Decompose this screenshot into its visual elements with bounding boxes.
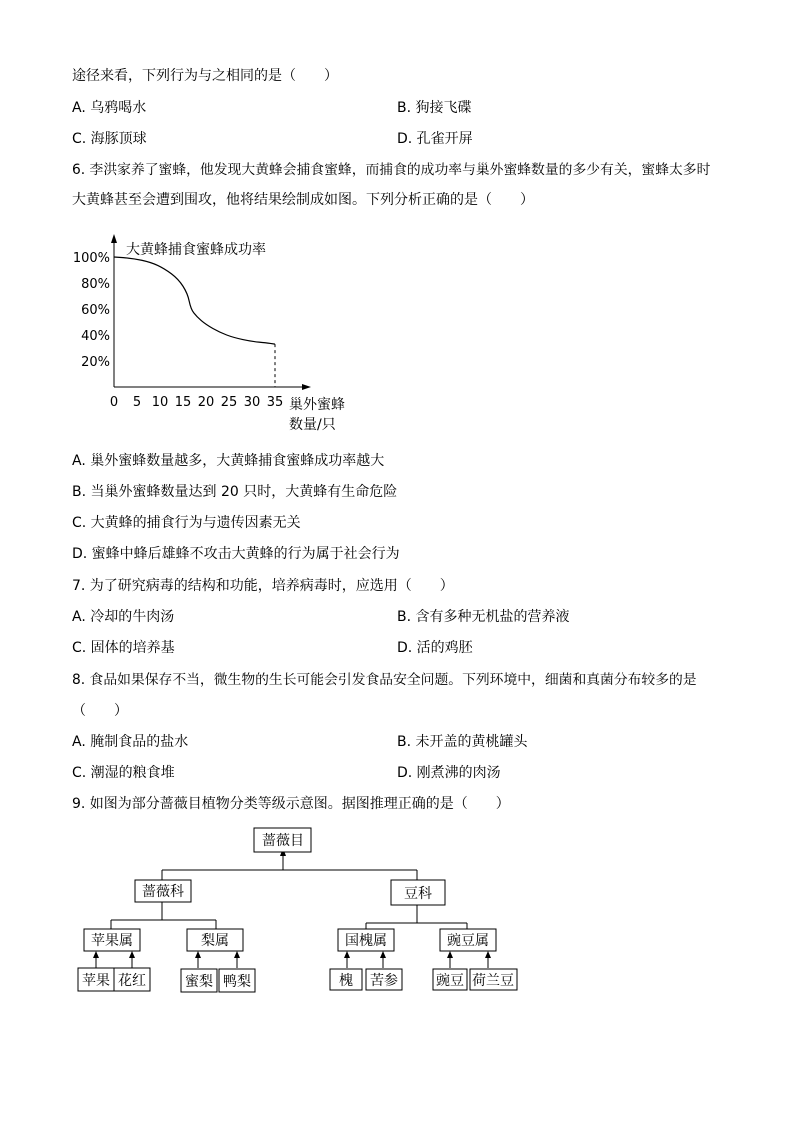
tree-species-snow-pea: 荷兰豆 [472, 973, 514, 989]
q6-stem-line1: 6. 李洪家养了蜜蜂，他发现大黄蜂会捕食蜜蜂，而捕食的成功率与巢外蜜蜂数量的多少有关，蜜蜂太多时 [72, 162, 711, 178]
q6-option-d: D. 蜜蜂中蜂后雄蜂不攻击大黄蜂的行为属于社会行为 [72, 546, 400, 562]
tree-species-yali: 鸭梨 [223, 974, 251, 990]
tree-genus-pisum: 豌豆属 [447, 933, 489, 949]
x-axis-label-line2: 数量/只 [289, 417, 336, 433]
x-tick-label: 35 [266, 395, 284, 410]
q5-option-b: B. 狗接飞碟 [397, 100, 472, 116]
y-tick-label: 40% [81, 329, 110, 344]
tree-genus-sophora: 国槐属 [345, 933, 387, 949]
q5-stem-tail: 途径来看，下列行为与之相同的是（ ） [72, 68, 338, 84]
q5-option-c: C. 海豚顶球 [72, 131, 147, 147]
q9-stem: 9. 如图为部分蔷薇目植物分类等级示意图。据图推理正确的是（ ） [72, 796, 510, 812]
tree-genus-pyrus: 梨属 [201, 933, 229, 949]
q8-option-d: D. 刚煮沸的肉汤 [397, 765, 501, 781]
y-tick-label: 60% [81, 303, 110, 318]
x-tick-label: 10 [151, 395, 169, 410]
q8-option-b: B. 未开盖的黄桃罐头 [397, 734, 528, 750]
tree-species-huahong: 花红 [118, 973, 146, 989]
q7-option-b: B. 含有多种无机盐的营养液 [397, 609, 570, 625]
q6-option-c: C. 大黄蜂的捕食行为与遗传因素无关 [72, 515, 301, 531]
q6-option-a: A. 巢外蜜蜂数量越多，大黄蜂捕食蜜蜂成功率越大 [72, 453, 385, 469]
tree-root-order: 蔷薇目 [262, 833, 304, 849]
q7-option-c: C. 固体的培养基 [72, 640, 175, 656]
x-tick-label: 0 [109, 395, 119, 410]
y-axis-label: 大黄蜂捕食蜜蜂成功率 [126, 242, 266, 258]
q5-option-a: A. 乌鸦喝水 [72, 100, 147, 116]
y-tick-label: 80% [81, 277, 110, 292]
q7-option-a: A. 冷却的牛肉汤 [72, 609, 175, 625]
q5-option-d: D. 孔雀开屏 [397, 131, 473, 147]
q8-option-a: A. 腌制食品的盐水 [72, 734, 189, 750]
q6-stem-line2: 大黄蜂甚至会遭到围攻，他将结果绘制成如图。下列分析正确的是（ ） [72, 192, 534, 208]
x-tick-label: 30 [243, 395, 261, 410]
q8-stem-line1: 8. 食品如果保存不当，微生物的生长可能会引发食品安全问题。下列环境中，细菌和真菌分布较多的是 [72, 672, 697, 688]
tree-species-pea: 豌豆 [436, 973, 464, 989]
x-tick-label: 20 [197, 395, 215, 410]
tree-species-mili: 蜜梨 [185, 974, 213, 990]
y-tick-label: 20% [81, 355, 110, 370]
x-tick-label: 25 [220, 395, 238, 410]
tree-species-huai: 槐 [339, 973, 353, 989]
y-tick-label: 100% [72, 251, 110, 266]
tree-family-fabaceae: 豆科 [404, 886, 432, 902]
q8-option-c: C. 潮湿的粮食堆 [72, 765, 175, 781]
x-tick-label: 5 [132, 395, 142, 410]
tree-species-apple: 苹果 [82, 973, 110, 989]
x-tick-label: 15 [174, 395, 192, 410]
q6-option-b: B. 当巢外蜜蜂数量达到 20 只时，大黄蜂有生命危险 [72, 484, 398, 500]
x-axis-label-line1: 巢外蜜蜂 [289, 397, 345, 413]
q8-stem-line2: （ ） [72, 703, 128, 719]
tree-family-rosaceae: 蔷薇科 [142, 884, 184, 900]
tree-genus-malus: 苹果属 [91, 933, 133, 949]
tree-species-kushen: 苦参 [370, 973, 398, 989]
q7-option-d: D. 活的鸡胚 [397, 640, 473, 656]
q7-stem: 7. 为了研究病毒的结构和功能，培养病毒时，应选用（ ） [72, 578, 454, 594]
